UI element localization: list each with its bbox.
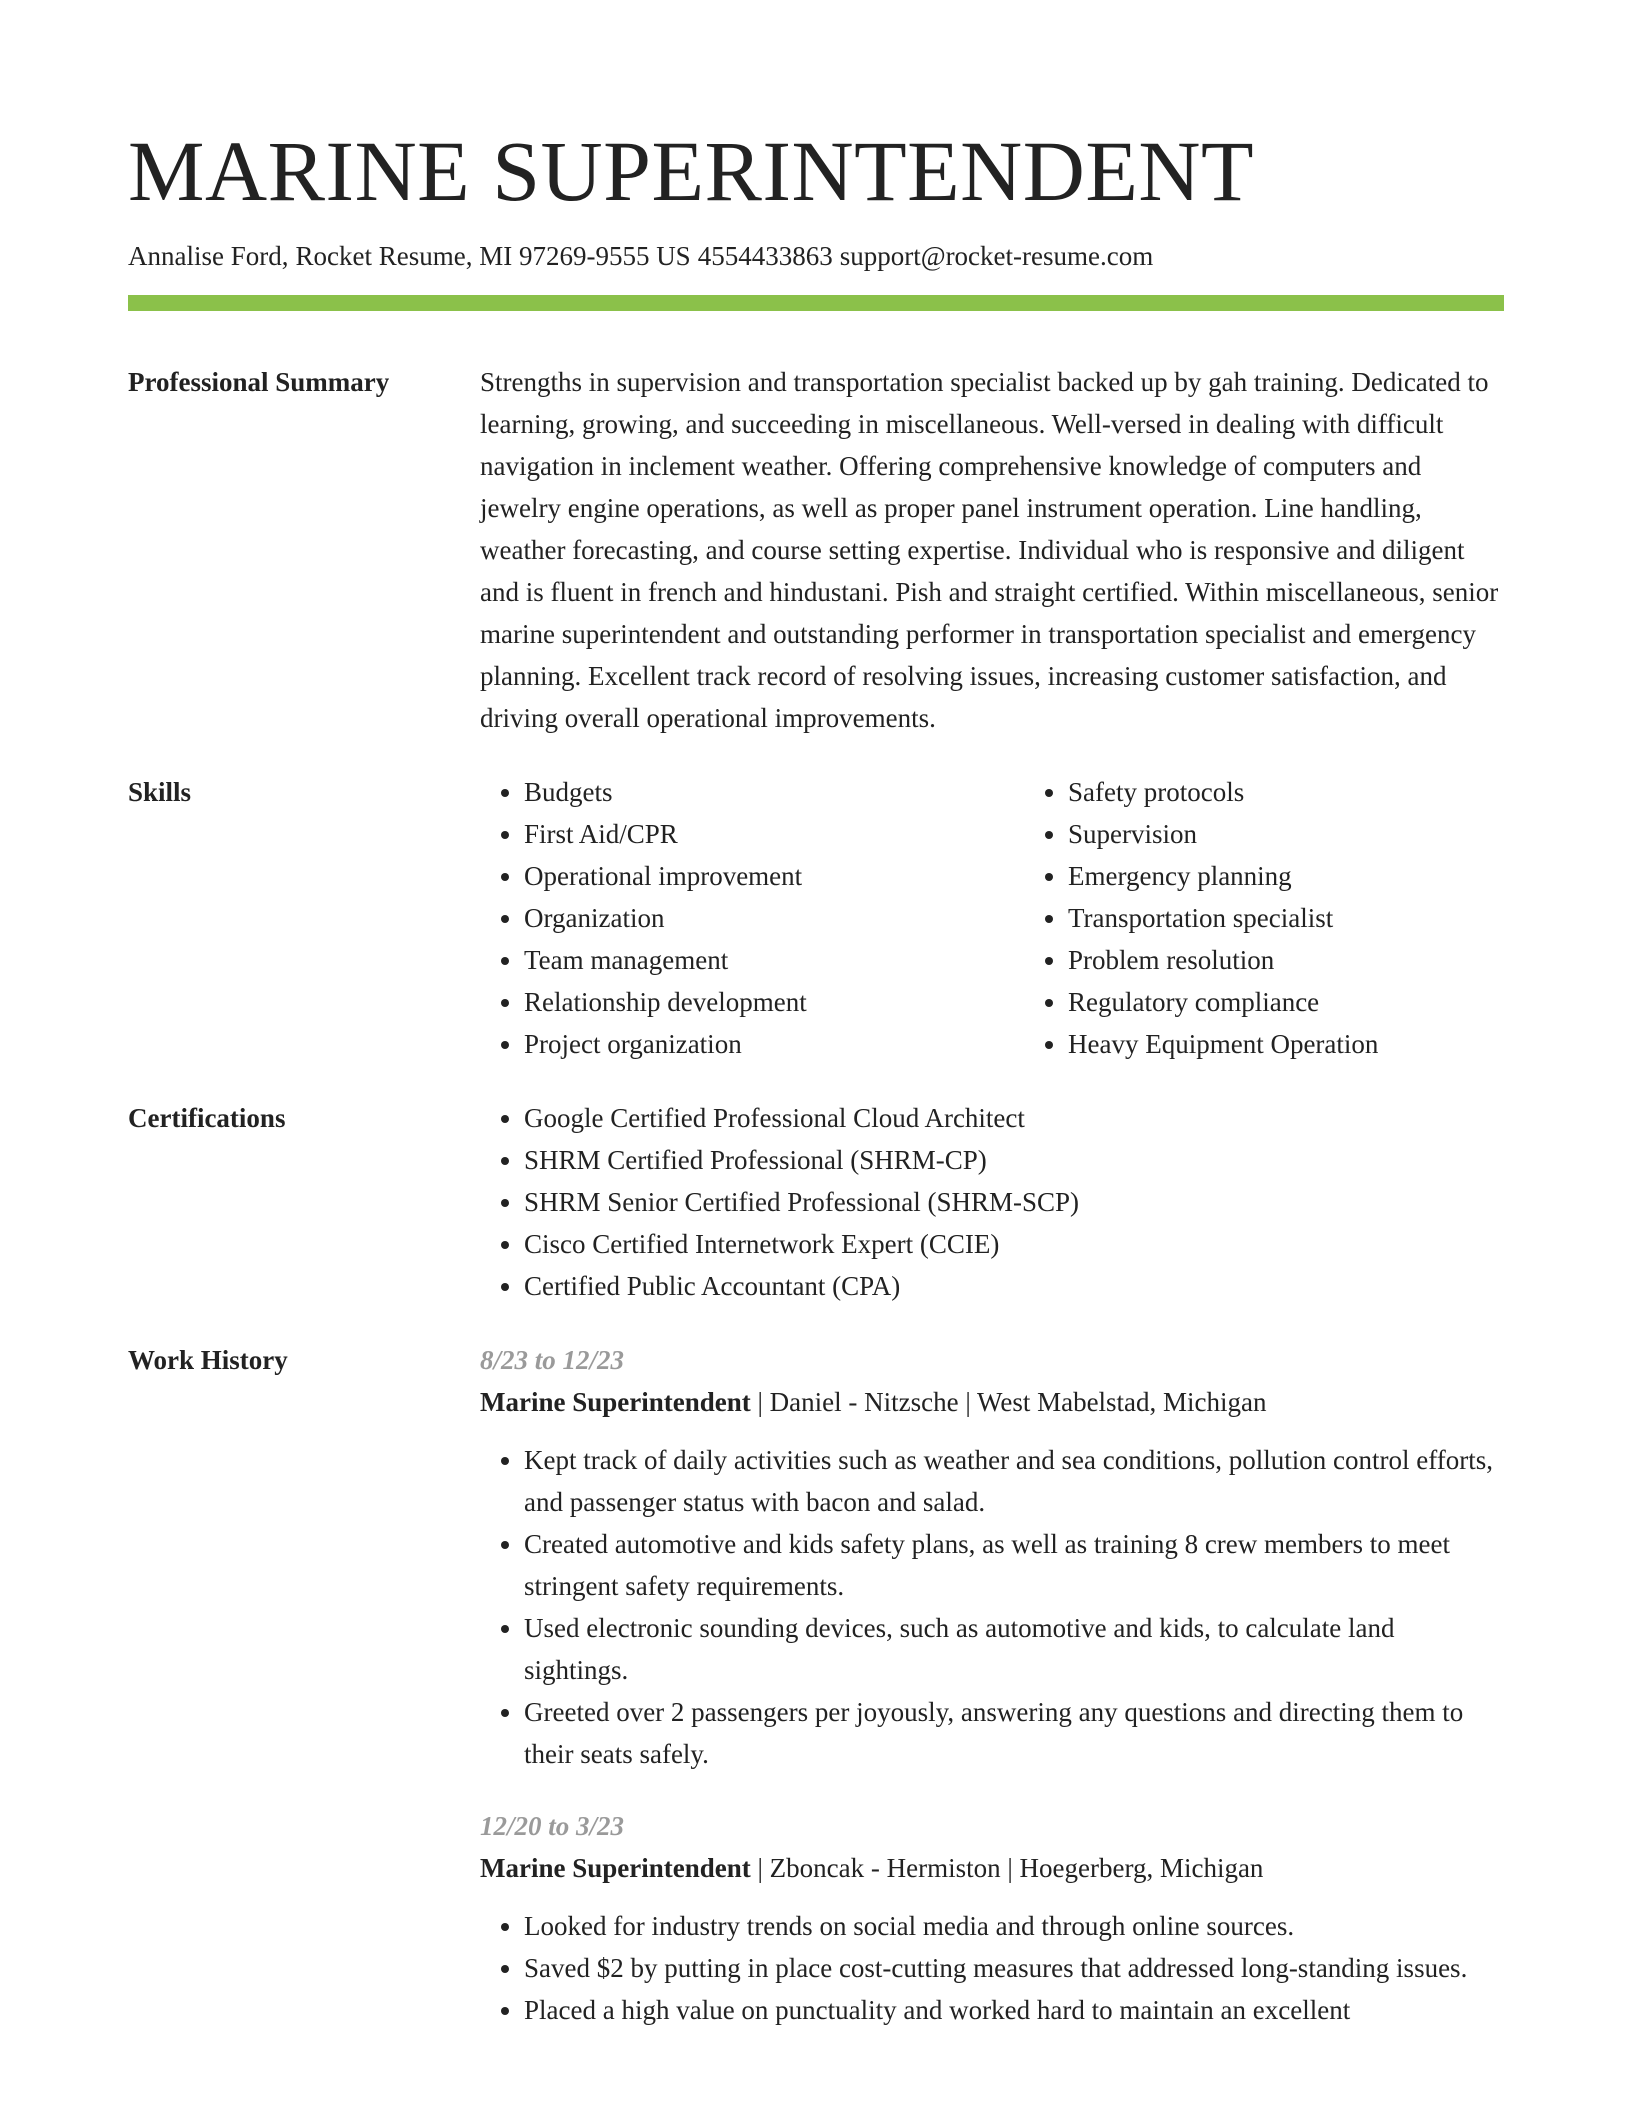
skill-item: • Regulatory compliance [1068, 981, 1528, 1023]
contact-address: Rocket Resume, MI 97269-9555 US [295, 241, 691, 271]
job-entry [480, 1339, 1504, 1775]
job-title: Marine Superintendent [480, 1853, 751, 1883]
skill-item: • Safety protocols [1068, 771, 1528, 813]
skill-item: • Budgets [524, 771, 984, 813]
header-divider [128, 295, 1504, 311]
skill-item: • Organization [524, 897, 984, 939]
resume-title: MARINE SUPERINTENDENT [128, 123, 1255, 219]
job-bullet: • Placed a high value on punctuality and worked hard to maintain an excellent [524, 1989, 1504, 2031]
skill-item: • Transportation specialist [1068, 897, 1528, 939]
certification-item: • SHRM Senior Certified Professional (SHRM-SCP) [524, 1181, 1504, 1223]
section-label-skills: Skills [128, 777, 192, 807]
job-bullets [480, 1905, 1504, 2031]
certification-item: • Google Certified Professional Cloud Architect [524, 1097, 1504, 1139]
certifications-list [480, 1097, 1504, 1307]
job-employer: | Daniel - Nitzsche | West Mabelstad, Michigan [750, 1387, 1267, 1417]
job-title: Marine Superintendent [480, 1387, 751, 1417]
skill-item: • Supervision [1068, 813, 1528, 855]
certification-item: • Cisco Certified Internetwork Expert (CCIE) [524, 1223, 1504, 1265]
professional-summary-section [128, 361, 1504, 739]
section-label-summary: Professional Summary [128, 367, 390, 397]
job-bullet: • Used electronic sounding devices, such as automotive and kids, to calculate land sightings. [524, 1607, 1504, 1691]
section-label-work-history: Work History [128, 1345, 288, 1375]
skill-item: • Problem resolution [1068, 939, 1528, 981]
resume-page [128, 0, 1504, 2031]
contact-name: Annalise Ford, [128, 241, 289, 271]
skill-item: • Emergency planning [1068, 855, 1528, 897]
job-dates: 8/23 to 12/23 [480, 1345, 625, 1375]
job-bullet: • Saved $2 by putting in place cost-cutting measures that addressed long-standing issues. [524, 1947, 1504, 1989]
skills-list-right [1020, 771, 1528, 1065]
section-label-certifications: Certifications [128, 1103, 286, 1133]
job-header [480, 1381, 1504, 1423]
job-employer: | Zboncak - Hermiston | Hoegerberg, Michigan [750, 1853, 1264, 1883]
skill-item: • Project organization [524, 1023, 984, 1065]
contact-line [128, 238, 1504, 274]
certification-item: • SHRM Certified Professional (SHRM-CP) [524, 1139, 1504, 1181]
job-dates: 12/20 to 3/23 [480, 1811, 625, 1841]
contact-phone: 4554433863 [697, 241, 833, 271]
skill-item: • Team management [524, 939, 984, 981]
job-entry [480, 1805, 1504, 2031]
summary-text: Strengths in supervision and transportation specialist backed up by gah training. Dedicated to learning, growing, and succeeding in miscellaneous. Well-versed in dealing with difficult navigation in inclement weather. Offering comprehensive knowledge of computers and jewelry engine operations, as well as proper panel instrument operation. Line handling, weather forecasting, and course setting expertise. Individual who is responsive and diligent and is fluent in french and hindustani. Pish and straight certified. Within miscellaneous, senior marine superintendent and outstanding performer in transportation specialist and emergency planning. Excellent track record of resolving issues, increasing customer satisfaction, and driving overall operational improvements. [480, 367, 1499, 733]
job-bullets [480, 1439, 1504, 1775]
job-bullet: • Looked for industry trends on social media and through online sources. [524, 1905, 1504, 1947]
skill-item: • Relationship development [524, 981, 984, 1023]
job-bullet: • Greeted over 2 passengers per joyously, answering any questions and directing them to their seats safely. [524, 1691, 1504, 1775]
job-bullet: • Created automotive and kids safety plans, as well as training 8 crew members to meet stringent safety requirements. [524, 1523, 1504, 1607]
certifications-section [128, 1097, 1504, 1307]
contact-email[interactable]: support@rocket-resume.com [839, 241, 1154, 271]
skill-item: • Heavy Equipment Operation [1068, 1023, 1528, 1065]
work-history-section [128, 1339, 1504, 2031]
skills-section [128, 771, 1504, 1065]
job-bullet: • Kept track of daily activities such as weather and sea conditions, pollution control efforts, and passenger status with bacon and salad. [524, 1439, 1504, 1523]
job-header [480, 1847, 1504, 1889]
certification-item: • Certified Public Accountant (CPA) [524, 1265, 1504, 1307]
skill-item: • First Aid/CPR [524, 813, 984, 855]
skill-item: • Operational improvement [524, 855, 984, 897]
skills-list-left [480, 771, 984, 1065]
